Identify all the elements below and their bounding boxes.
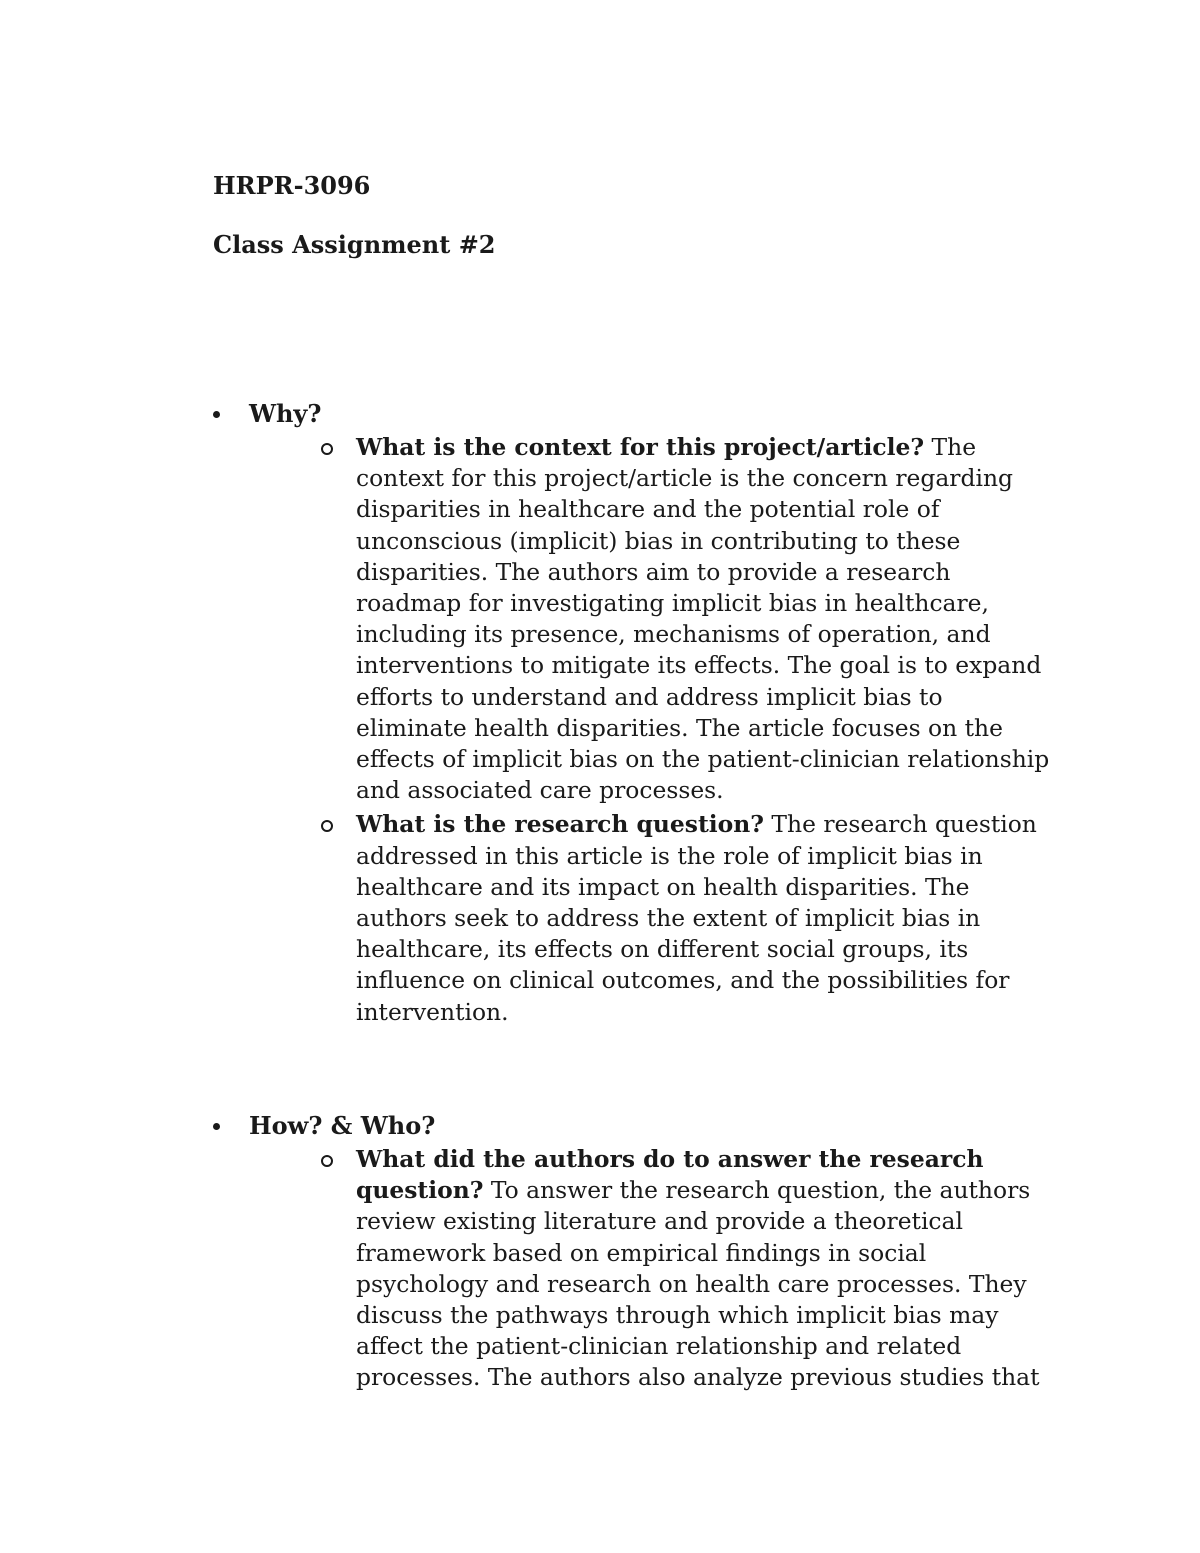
section-heading: How? & Who? (249, 1111, 436, 1140)
question-text: What is the research question? (356, 810, 764, 839)
bullet-icon (213, 1123, 220, 1130)
assignment-title: Class Assignment #2 (213, 230, 496, 259)
circle-bullet-icon (321, 443, 333, 455)
answer-text: The context for this project/article is the concern regarding disparities in healthcare and the potential role of unconscious (implicit) bias in contributing to these disparities. The authors aim to provide a research roadmap for investigating implicit bias in healthcare, including its presence, mechanisms of operation, and interventions to mitigate its effects. The goal is to expand efforts to understand and address implicit bias to eliminate health disparities. The article focuses on the effects of implicit bias on the patient-clinician relationship and associated care processes. (356, 433, 1050, 805)
bullet-icon (213, 411, 220, 418)
circle-bullet-icon (321, 820, 333, 832)
answer-text: To answer the research question, the authors review existing literature and provide a theoretical framework based on empirical findings in social psychology and research on health care processes. They discuss the pathways through which implicit bias may affect the patient-clinician relationship and related processes. The authors also analyze previous studies that (356, 1176, 1040, 1392)
section-how-who (213, 1110, 1073, 1394)
list-item (321, 1144, 1056, 1394)
question-text: What is the context for this project/article? (356, 433, 925, 461)
section-heading-row (213, 398, 1073, 429)
list-item (321, 809, 1056, 1027)
section-heading-row (213, 1110, 1073, 1141)
list-item (321, 432, 1056, 806)
section-why (213, 398, 1073, 1028)
answer-text: The research question addressed in this article is the role of implicit bias in healthcare and its impact on health disparities. The authors seek to address the extent of implicit bias in healthcare, its effects on different social groups, its influence on clinical outcomes, and the possibilities for intervention. (356, 810, 1037, 1026)
section-heading: Why? (249, 399, 322, 428)
circle-bullet-icon (321, 1155, 333, 1167)
course-code: HRPR-3096 (213, 171, 371, 200)
question-text: What did the authors do to answer the research question? (356, 1145, 984, 1205)
